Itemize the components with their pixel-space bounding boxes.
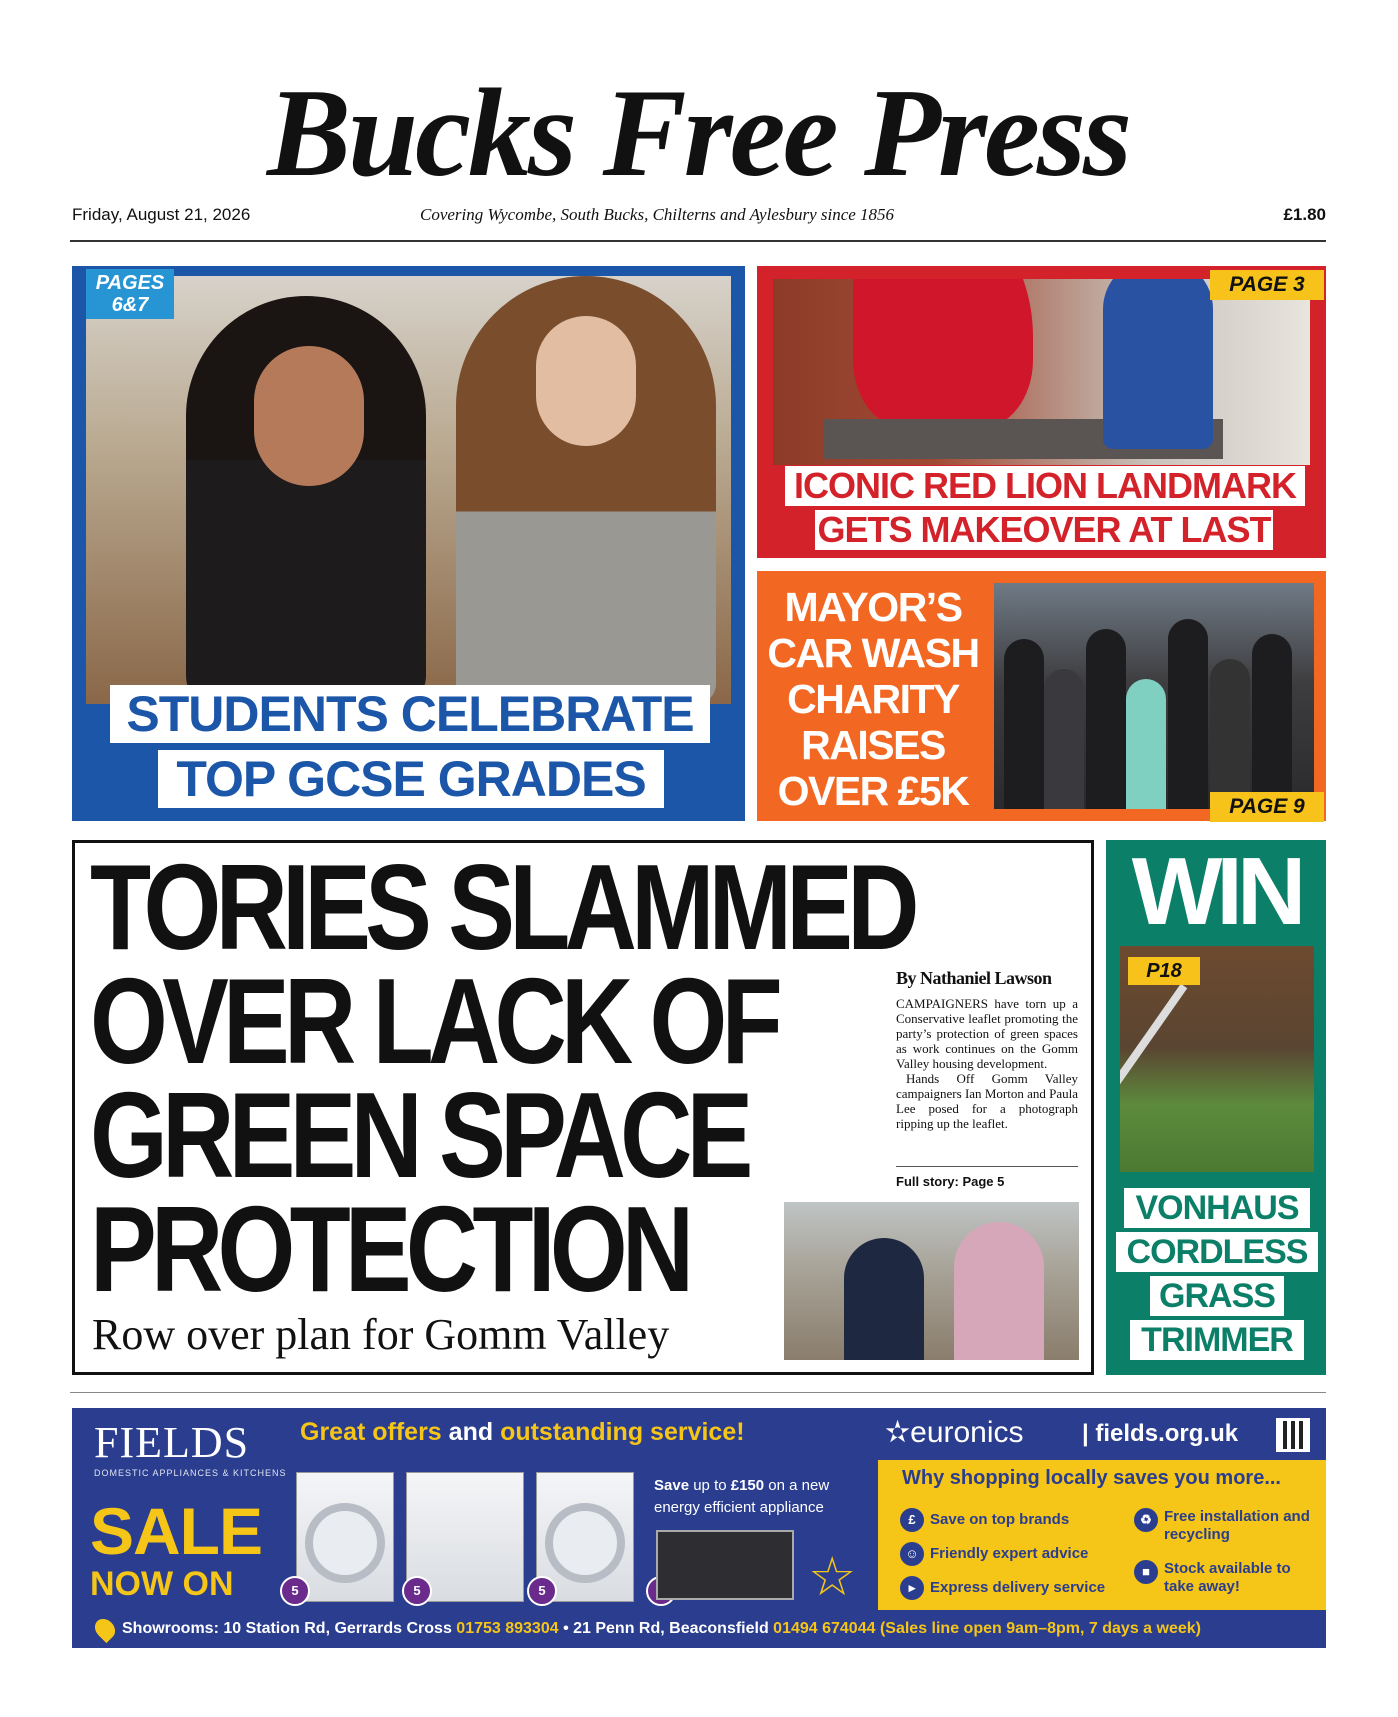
sale-text: SALE	[90, 1494, 263, 1568]
feature-installation	[1134, 1508, 1314, 1544]
recycle-icon: ♻	[1134, 1508, 1158, 1532]
campaigner-woman	[844, 1238, 924, 1360]
advert-rule	[70, 1392, 1326, 1393]
car-wash-line: RAISES	[801, 722, 945, 768]
gcse-students-photo	[86, 276, 731, 704]
fields-logo: FIELDS	[94, 1418, 250, 1467]
warranty-badge-icon: 5	[402, 1576, 432, 1606]
footer-part: Showrooms: 10 Station Rd, Gerrards Cross	[122, 1620, 457, 1637]
win-prize-line: CORDLESS	[1116, 1232, 1318, 1272]
washer-door	[545, 1503, 625, 1583]
campaigner-man	[954, 1222, 1044, 1360]
box-icon: ■	[1134, 1560, 1158, 1584]
save-suffix: on a new energy efficient appliance	[654, 1477, 830, 1516]
feature-label: Save on top brands	[930, 1510, 1070, 1528]
car-wash-page-label: PAGE 9	[1210, 792, 1324, 822]
advert-website[interactable]: | fields.org.uk	[1082, 1420, 1239, 1447]
cover-price: £1.80	[1283, 205, 1326, 224]
car-wash-line: OVER £5K	[777, 768, 969, 814]
advert-headline-part: Great offers	[300, 1418, 442, 1446]
footer-phone[interactable]: 01753 893304	[456, 1620, 559, 1637]
showrooms-footer	[72, 1610, 1326, 1648]
story-divider	[896, 1166, 1078, 1167]
qr-code-icon[interactable]	[1276, 1418, 1310, 1452]
car-wash-group-photo	[994, 583, 1314, 809]
fields-logo-subtitle: DOMESTIC APPLIANCES & KITCHENS	[94, 1468, 287, 1478]
gcse-headline-line1: STUDENTS CELEBRATE	[110, 685, 710, 743]
win-page-label: P18	[1128, 957, 1200, 985]
gcse-page-label: PAGES 6&7	[86, 269, 174, 319]
feature-label: Free installation and recycling	[1164, 1508, 1310, 1543]
byline: By Nathaniel Lawson	[896, 968, 1052, 988]
student-left-face	[254, 346, 364, 486]
footer-part: • 21 Penn Rd, Beaconsfield	[558, 1620, 774, 1637]
person-figure	[1004, 639, 1044, 809]
full-story-link[interactable]: Full story: Page 5	[896, 1174, 1005, 1189]
save-amount: £150	[730, 1477, 765, 1494]
washing-machine-image	[296, 1472, 394, 1602]
warranty-badge-icon: 5	[527, 1576, 557, 1606]
win-prize-line: GRASS	[1150, 1276, 1284, 1316]
red-lion-photo	[773, 279, 1310, 465]
save-prefix: Save	[654, 1477, 690, 1494]
why-local-title: Why shopping locally saves you more...	[902, 1467, 1281, 1489]
masthead-rule	[70, 240, 1326, 242]
person-figure	[1086, 629, 1126, 809]
gcse-headline-line2: TOP GCSE GRADES	[158, 750, 664, 808]
feature-label: Stock available to take away!	[1164, 1560, 1291, 1595]
person-figure	[1044, 669, 1084, 809]
masthead-tagline: Covering Wycombe, South Bucks, Chilterns and Aylesbury since 1856	[420, 205, 895, 224]
car-wash-line: CAR WASH	[767, 630, 979, 676]
red-lion-statue	[853, 279, 1033, 429]
advert-headline-part: outstanding service!	[500, 1418, 745, 1446]
win-prize-line: VONHAUS	[1124, 1188, 1310, 1228]
student-right-face	[536, 316, 636, 446]
main-headline-line: GREEN SPACE	[90, 1067, 748, 1203]
washer-door	[305, 1503, 385, 1583]
feature-save-brands	[900, 1508, 1069, 1532]
car-wash-line: MAYOR’S	[784, 584, 962, 630]
main-headline	[90, 839, 914, 1317]
story-body	[896, 996, 1078, 1131]
main-headline-line: OVER LACK OF	[90, 953, 777, 1089]
feature-label: Express delivery service	[930, 1578, 1106, 1596]
feature-expert-advice	[900, 1542, 1088, 1566]
footer-phone[interactable]: 01494 674044 (Sales line open 9am–8pm, 7 days a week)	[773, 1620, 1201, 1637]
car-wash-headline	[762, 584, 984, 814]
save-mid: up to	[689, 1477, 731, 1494]
story-paragraph: CAMPAIGNERS have torn up a Conservative leaflet promoting the party’s protection of green spaces as work continues on the Gomm Valley housing development.	[896, 996, 1078, 1071]
person-figure	[1210, 659, 1250, 809]
story-paragraph: Hands Off Gomm Valley campaigners Ian Morton and Paula Lee posed for a photograph ripping up the leaflet.	[896, 1071, 1078, 1131]
main-headline-line: PROTECTION	[90, 1181, 689, 1317]
person-figure	[1168, 619, 1208, 809]
warranty-badge-icon: 5	[280, 1576, 310, 1606]
now-on-text: NOW ON	[90, 1565, 234, 1603]
person-figure	[1252, 634, 1292, 809]
piggy-bank-icon: £	[900, 1508, 924, 1532]
painter-figure	[1103, 279, 1213, 449]
masthead-title: Bucks Free Press	[267, 64, 1129, 203]
car-wash-line: CHARITY	[787, 676, 959, 722]
red-lion-page-label: PAGE 3	[1210, 270, 1324, 300]
gas-hob-image	[656, 1530, 794, 1600]
red-lion-headline-line1: ICONIC RED LION LANDMARK	[785, 466, 1305, 506]
standfirst: Row over plan for Gomm Valley	[92, 1310, 670, 1359]
main-headline-line: TORIES SLAMMED	[90, 839, 914, 975]
issue-date: Friday, August 21, 2026	[72, 205, 251, 224]
campaigners-photo	[784, 1202, 1079, 1360]
red-lion-headline-line2: GETS MAKEOVER AT LAST	[815, 510, 1273, 550]
feature-label: Friendly expert advice	[930, 1544, 1089, 1562]
feature-express-delivery	[900, 1576, 1105, 1600]
win-prize-line: TRIMMER	[1130, 1320, 1304, 1360]
person-figure	[1126, 679, 1166, 809]
advert-headline-part: and	[441, 1418, 501, 1446]
delivery-icon: ▸	[900, 1576, 924, 1600]
trimmer-pole	[1120, 984, 1187, 1152]
win-title: WIN	[1131, 838, 1301, 945]
euronics-logo: ✫euronics	[885, 1416, 1024, 1449]
feature-stock	[1134, 1560, 1314, 1596]
star-icon: ☆	[808, 1547, 857, 1607]
advert-headline	[300, 1418, 745, 1447]
save-offer-text	[654, 1475, 864, 1519]
people-icon: ☺	[900, 1542, 924, 1566]
